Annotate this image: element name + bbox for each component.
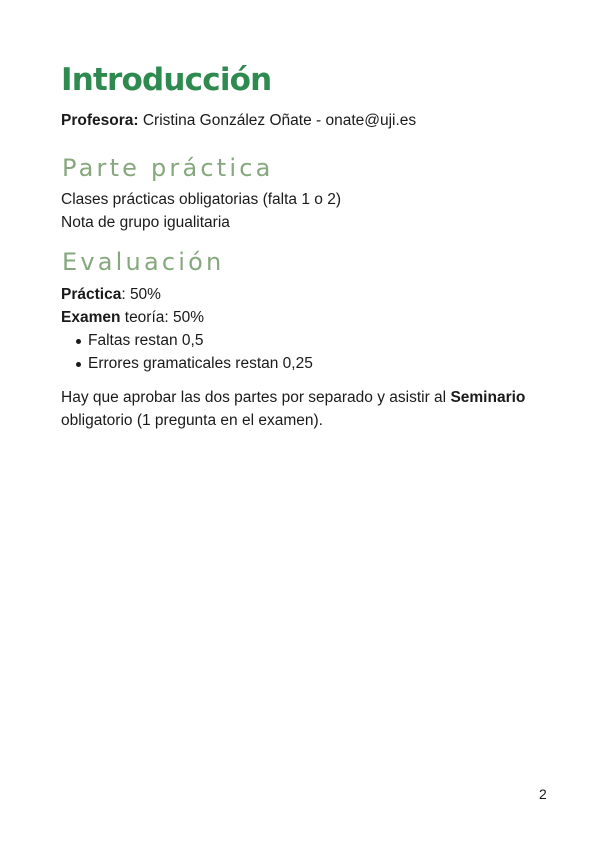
practica-line-1: Clases prácticas obligatorias (falta 1 o 2) [61, 191, 341, 208]
practica-line-2: Nota de grupo igualitaria [61, 214, 230, 231]
bullet-text: Faltas restan 0,5 [88, 332, 204, 349]
note-text-before: Hay que aprobar las dos partes por separado y asistir al [61, 389, 451, 406]
professor-line [61, 112, 416, 130]
examen-value: teoría: 50% [120, 309, 205, 326]
bullet-icon [76, 339, 81, 344]
practica-label: Práctica [61, 286, 122, 303]
evaluation-note [61, 386, 541, 432]
bullet-icon [76, 362, 81, 367]
list-item [61, 355, 313, 378]
section-heading-parte-practica: Parte práctica [62, 154, 274, 182]
page-number: 2 [539, 786, 547, 802]
professor-label: Profesora: [61, 112, 139, 129]
bullet-text: Errores gramaticales restan 0,25 [88, 355, 313, 372]
note-text-after: obligatorio (1 pregunta en el examen). [61, 412, 323, 429]
evaluation-bullet-list [61, 332, 313, 378]
professor-value: Cristina González Oñate - onate@uji.es [138, 112, 417, 129]
section-heading-evaluacion: Evaluación [62, 248, 225, 276]
page-title: Introducción [61, 62, 272, 98]
examen-label: Examen [61, 309, 121, 326]
practica-value: : 50% [121, 286, 161, 303]
evaluation-examen-line [61, 309, 204, 327]
list-item [61, 332, 313, 355]
note-seminario: Seminario [450, 389, 526, 406]
evaluation-practica-line [61, 286, 161, 304]
